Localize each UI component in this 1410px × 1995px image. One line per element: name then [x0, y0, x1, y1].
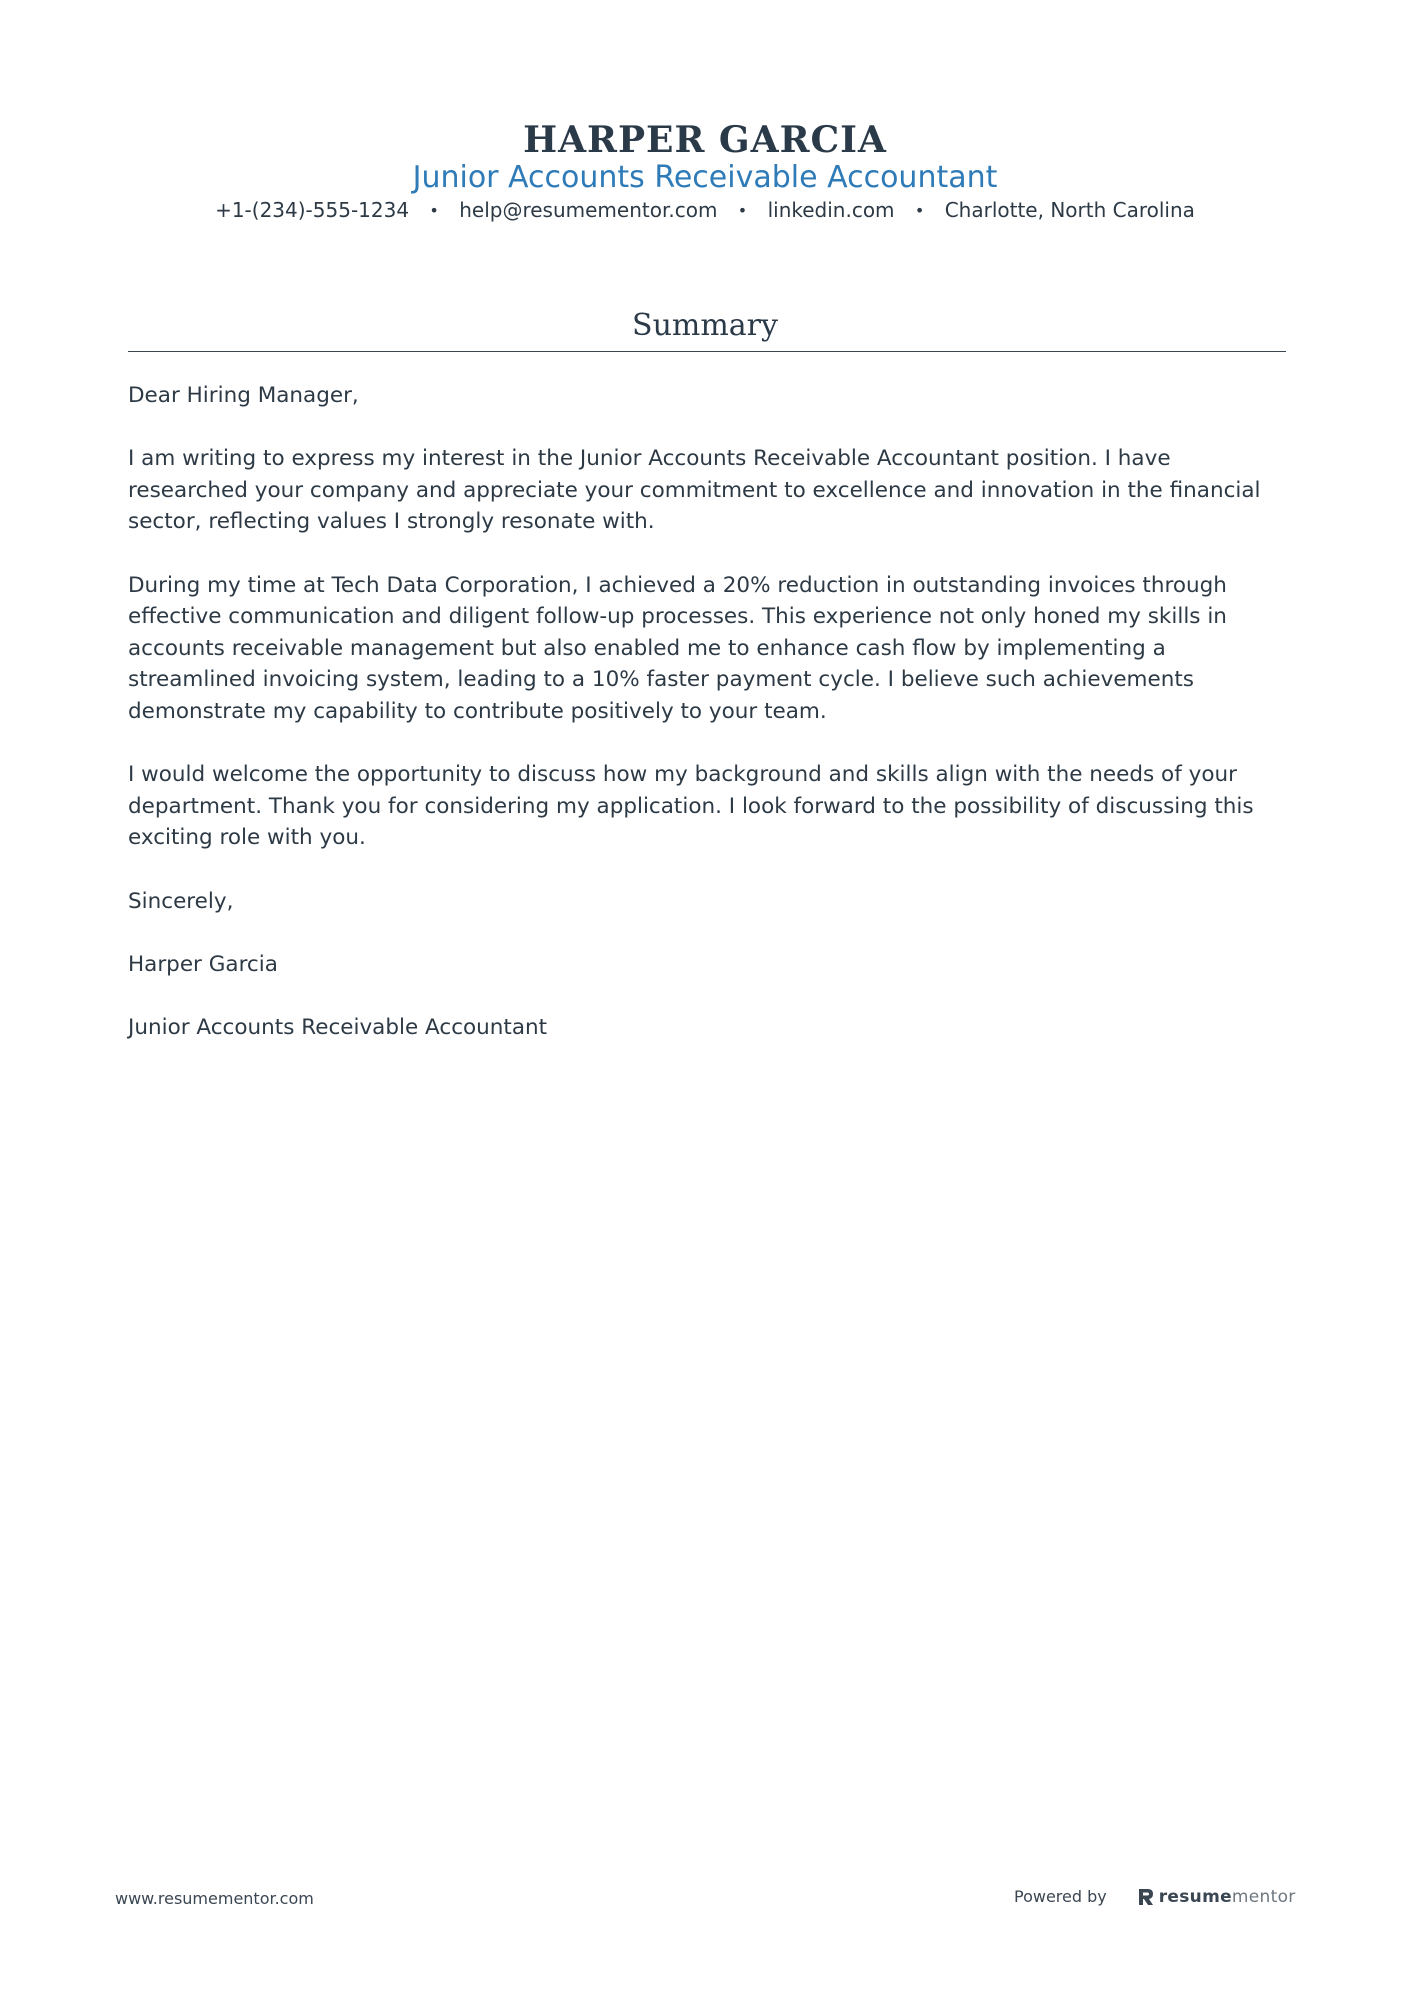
contact-line — [0, 196, 1410, 225]
letter-paragraph: During my time at Tech Data Corporation, I achieved a 20% reduction in outstanding invoices through effective communication and diligent follow-up processes. This experience not only honed my skills in accounts receivable management but also enabled me to enhance cash flow by implementing a streamlined invoicing system, leading to a 10% faster payment cycle. I believe such achievements demonstrate my capability to contribute positively to your team. — [128, 572, 1227, 724]
resumementor-logo[interactable] — [1137, 1886, 1296, 1908]
contact-phone: +1-(234)-555-1234 — [215, 198, 410, 222]
powered-by-label: Powered by — [1014, 1887, 1107, 1906]
contact-separator: • — [429, 201, 439, 220]
candidate-name: HARPER GARCIA — [523, 119, 887, 161]
footer-branding — [1014, 1886, 1296, 1908]
section-title-summary: Summary — [632, 308, 778, 343]
footer-website[interactable]: www.resumementor.com — [115, 1889, 314, 1908]
brand-text-resume: resume — [1158, 1887, 1232, 1907]
cover-letter-body — [128, 380, 1288, 1075]
contact-separator: • — [737, 201, 748, 220]
letter-paragraph: I would welcome the opportunity to discuss how my background and skills align with the needs of your department. Thank you for considering my application. I look forward to the possibility of discussing this exciting role with you. — [128, 762, 1254, 851]
letter-salutation: Dear Hiring Manager, — [128, 383, 359, 408]
letter-paragraph: I am writing to express my interest in the Junior Accounts Receivable Accountant position. I have researched your company and appreciate your commitment to excellence and innovation in the financial sector, reflecting values I strongly resonate with. — [128, 446, 1261, 535]
letter-closing: Sincerely, — [128, 888, 234, 914]
section-divider — [128, 351, 1286, 352]
signature-name: Harper Garcia — [128, 951, 278, 977]
contact-separator: • — [914, 201, 925, 220]
resumementor-logo-icon — [1137, 1887, 1155, 1907]
contact-location: Charlotte, North Carolina — [944, 198, 1195, 222]
brand-text-mentor: mentor — [1231, 1887, 1296, 1907]
contact-linkedin[interactable]: linkedin.com — [767, 198, 895, 222]
candidate-job-title: Junior Accounts Receivable Accountant — [412, 160, 998, 195]
signature-title: Junior Accounts Receivable Accountant — [128, 1014, 548, 1040]
contact-email[interactable]: help@resumementor.com — [459, 198, 718, 222]
